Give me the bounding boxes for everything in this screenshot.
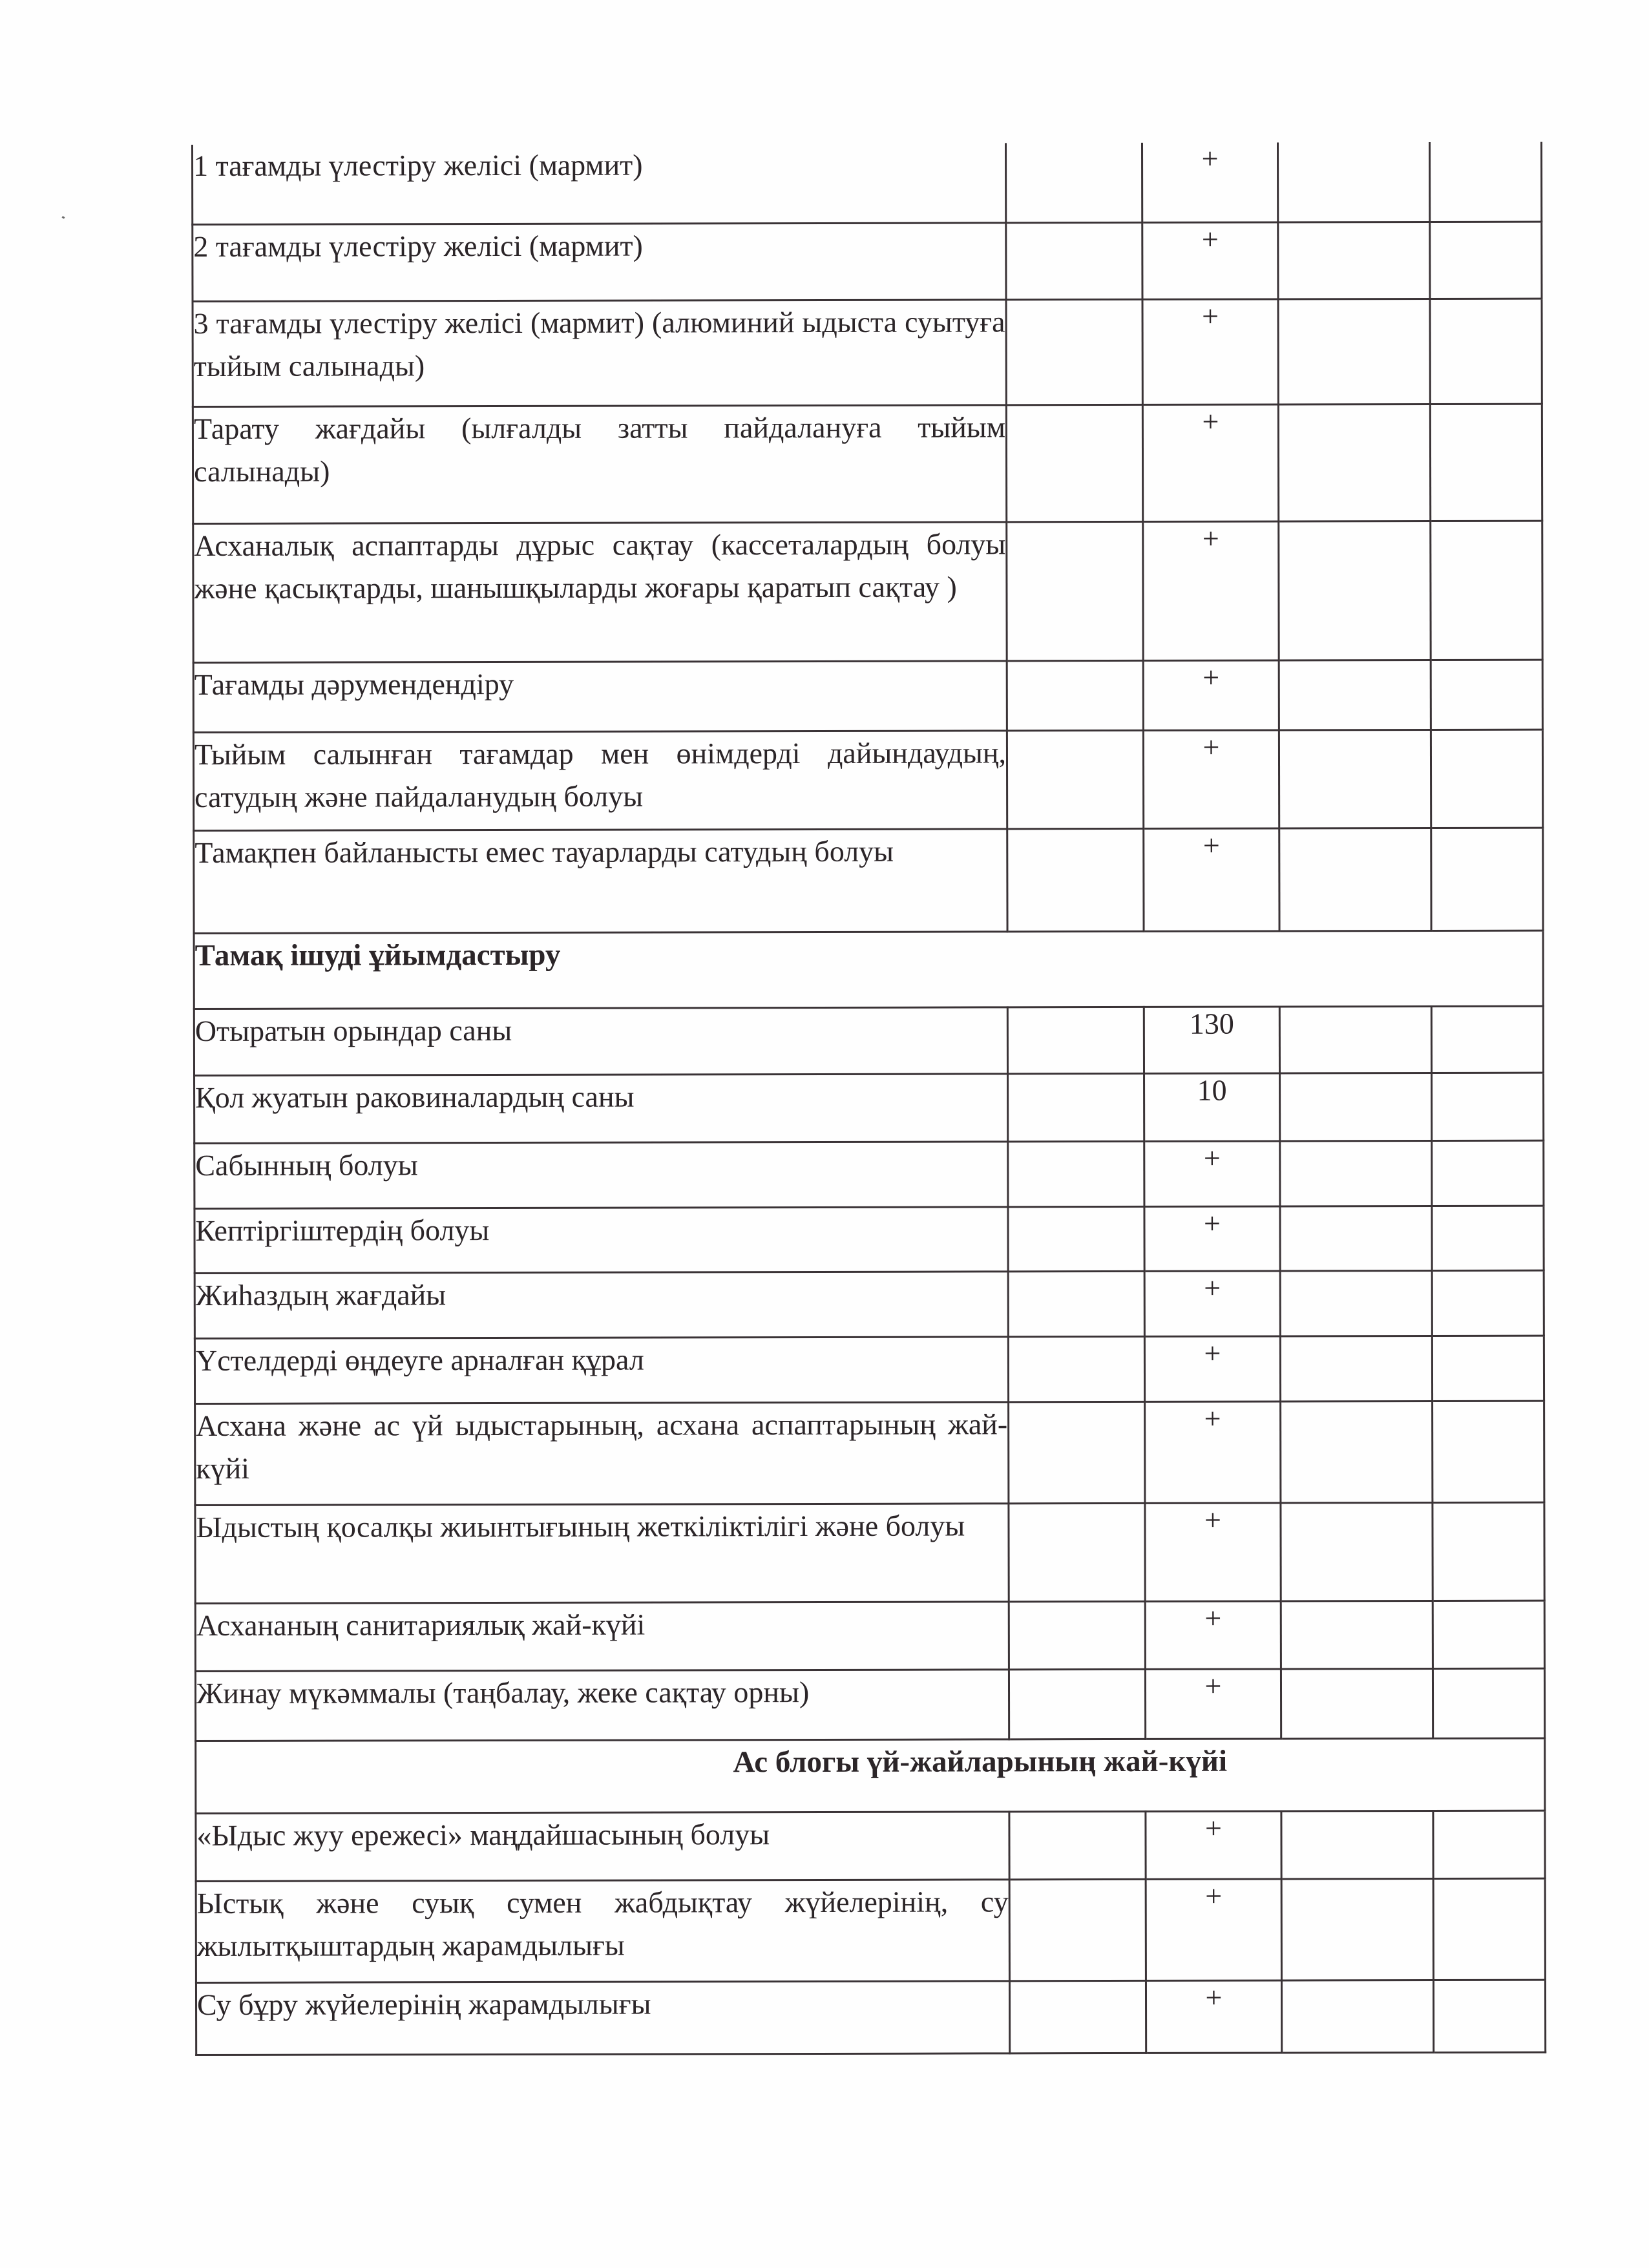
criterion-cell: Отыратын орындар саны	[194, 1007, 1007, 1075]
inspection-checklist-table	[191, 142, 1546, 2056]
table-row	[193, 660, 1542, 732]
table-row	[194, 1270, 1544, 1338]
value-cell-3	[1279, 660, 1431, 730]
value-cell-4	[1431, 1006, 1543, 1073]
value-cell-4	[1431, 660, 1542, 730]
value-cell-3	[1279, 828, 1431, 930]
value-cell-1	[1009, 1879, 1146, 1980]
criterion-cell: Жиһаздың жағдайы	[194, 1271, 1008, 1338]
value-cell-1	[1007, 521, 1143, 660]
value-cell-2: +	[1146, 1980, 1281, 2052]
value-cell-4	[1432, 1336, 1544, 1401]
table-row	[193, 142, 1542, 224]
value-cell-1	[1007, 1007, 1144, 1073]
table-row	[193, 222, 1542, 301]
criterion-cell: Тағамды дәрумендендіру	[193, 660, 1007, 732]
value-cell-3	[1281, 1980, 1433, 2052]
value-cell-3	[1278, 404, 1430, 521]
criterion-cell: Ыстық және суық сумен жабдықтау жүйелерінің, су жылытқыштардың жарамдылығы	[196, 1879, 1009, 1982]
section-title: Тамақ ішуді ұйымдастыру	[194, 930, 1543, 1009]
value-cell-4	[1430, 222, 1542, 299]
section-header-row	[194, 930, 1543, 1009]
value-cell-4	[1431, 521, 1542, 660]
table-row	[196, 1878, 1545, 1982]
value-cell-3	[1279, 1006, 1431, 1073]
value-cell-4	[1432, 1270, 1544, 1336]
value-cell-1	[1006, 404, 1142, 521]
value-cell-4	[1433, 1401, 1544, 1502]
value-cell-1	[1009, 1503, 1145, 1601]
value-cell-1	[1006, 222, 1142, 299]
scan-speck	[62, 216, 65, 219]
value-cell-3	[1280, 1206, 1432, 1270]
criterion-cell: Ыдыстың қосалқы жиынтығының жеткіліктілігі және болуы	[195, 1503, 1009, 1603]
value-cell-3	[1281, 1811, 1433, 1878]
value-cell-1	[1006, 299, 1142, 404]
value-cell-1	[1009, 1811, 1146, 1879]
value-cell-4	[1433, 1502, 1544, 1601]
value-cell-1	[1008, 1141, 1144, 1206]
criterion-cell: Асхана және ас үй ыдыстарының, асхана аспаптарының жай-күйі	[195, 1402, 1009, 1505]
table-row	[195, 1502, 1544, 1603]
value-cell-2: +	[1145, 1601, 1281, 1668]
criterion-cell: Сабынның болуы	[194, 1141, 1008, 1208]
table-row	[195, 1601, 1544, 1671]
value-cell-3	[1279, 521, 1431, 660]
value-cell-2: +	[1142, 222, 1278, 299]
value-cell-2: 10	[1144, 1073, 1280, 1140]
value-cell-2: +	[1145, 1668, 1281, 1738]
value-cell-4	[1432, 1140, 1544, 1206]
value-cell-2: +	[1144, 1336, 1280, 1401]
value-cell-2: 130	[1144, 1006, 1279, 1073]
value-cell-4	[1433, 1980, 1545, 2052]
value-cell-3	[1281, 1601, 1433, 1668]
value-cell-1	[1007, 730, 1143, 828]
value-cell-1	[1007, 660, 1143, 730]
value-cell-4	[1431, 828, 1543, 930]
value-cell-1	[1007, 828, 1144, 931]
table-row	[194, 1336, 1544, 1403]
value-cell-2: +	[1143, 730, 1279, 828]
table-row	[193, 299, 1542, 406]
value-cell-3	[1277, 142, 1429, 222]
value-cell-1	[1009, 1669, 1145, 1739]
table-row	[194, 1006, 1543, 1075]
value-cell-2: +	[1143, 660, 1279, 730]
criterion-cell: Тамақпен байланысты емес тауарларды сатудың болуы	[194, 828, 1007, 933]
value-cell-3	[1280, 1270, 1432, 1336]
value-cell-1	[1008, 1336, 1144, 1402]
value-cell-3	[1281, 1878, 1433, 1980]
value-cell-4	[1433, 1601, 1544, 1668]
table-body	[193, 142, 1546, 2055]
value-cell-2: +	[1144, 1140, 1280, 1206]
criterion-cell: 2 тағамды үлестіру желісі (мармит)	[193, 222, 1006, 301]
value-cell-2: +	[1146, 1878, 1281, 1980]
value-cell-4	[1432, 1073, 1544, 1140]
table-row	[195, 1668, 1544, 1741]
value-cell-1	[1008, 1271, 1144, 1336]
table-row	[194, 1140, 1544, 1208]
criterion-cell: 1 тағамды үлестіру желісі (мармит)	[193, 143, 1006, 224]
criterion-cell: Тыйым салынған тағамдар мен өнімдерді дайындаудың, сатудың және пайдаланудың болуы	[193, 730, 1007, 830]
criterion-cell: Жинау мүкәммалы (таңбалау, жеке сақтау орны)	[195, 1669, 1009, 1741]
value-cell-1	[1005, 143, 1142, 222]
value-cell-2: +	[1145, 1401, 1281, 1502]
value-cell-3	[1280, 1073, 1432, 1140]
value-cell-2: +	[1146, 1811, 1281, 1878]
value-cell-1	[1009, 1402, 1145, 1503]
value-cell-1	[1008, 1206, 1144, 1271]
table-row	[193, 730, 1542, 830]
value-cell-2: +	[1144, 1270, 1280, 1336]
value-cell-2: +	[1144, 828, 1279, 930]
value-cell-2: +	[1142, 299, 1278, 404]
criterion-cell: Кептіргіштердің болуы	[194, 1206, 1008, 1273]
table-row	[195, 1401, 1544, 1505]
criterion-cell: Асхананың санитариялық жай-күйі	[195, 1601, 1009, 1671]
criterion-cell: «Ыдыс жуу ережесі» маңдайшасының болуы	[196, 1811, 1009, 1881]
section-header-row	[196, 1738, 1545, 1813]
section-title: Ас блогы үй-жайларының жай-күйі	[196, 1738, 1545, 1813]
value-cell-2: +	[1144, 1206, 1280, 1270]
table-row	[194, 828, 1543, 933]
value-cell-4	[1433, 1811, 1545, 1878]
table-row	[194, 1206, 1544, 1273]
value-cell-3	[1279, 730, 1431, 828]
value-cell-3	[1280, 1140, 1432, 1206]
value-cell-3	[1278, 299, 1430, 404]
value-cell-4	[1430, 404, 1542, 521]
criterion-cell: Асханалық аспаптарды дұрыс сақтау (кассеталардың болуы және қасықтарды, шанышқыларды жоғары қаратып сақтау )	[193, 521, 1007, 662]
value-cell-1	[1009, 1601, 1145, 1669]
table-row	[196, 1811, 1545, 1881]
value-cell-4	[1433, 1878, 1545, 1980]
value-cell-3	[1281, 1401, 1433, 1502]
table-row	[193, 404, 1542, 523]
criterion-cell: Үстелдерді өңдеуге арналған құрал	[194, 1336, 1008, 1403]
value-cell-4	[1429, 142, 1541, 222]
criterion-cell: Тарату жағдайы (ылғалды затты пайдалануға тыйым салынады)	[193, 404, 1006, 523]
value-cell-3	[1280, 1336, 1432, 1401]
table-row	[196, 1980, 1545, 2055]
value-cell-3	[1278, 222, 1430, 299]
value-cell-4	[1432, 1206, 1544, 1270]
value-cell-4	[1433, 1668, 1544, 1738]
value-cell-3	[1281, 1668, 1433, 1738]
value-cell-4	[1431, 730, 1542, 828]
value-cell-2: +	[1145, 1502, 1281, 1601]
criterion-cell: Су бұру жүйелерінің жарамдылығы	[196, 1980, 1009, 2055]
value-cell-3	[1281, 1502, 1433, 1601]
value-cell-2: +	[1143, 521, 1279, 660]
value-cell-2: +	[1142, 142, 1277, 222]
table-row	[194, 1073, 1544, 1143]
value-cell-4	[1430, 299, 1542, 404]
criterion-cell: 3 тағамды үлестіру желісі (мармит) (алюминий ыдыста суытуға тыйым салынады)	[193, 299, 1006, 406]
criterion-cell: Қол жуатын раковиналардың саны	[194, 1073, 1008, 1143]
value-cell-1	[1008, 1073, 1144, 1141]
table-row	[193, 521, 1542, 662]
value-cell-1	[1009, 1980, 1146, 2053]
value-cell-2: +	[1142, 404, 1278, 521]
